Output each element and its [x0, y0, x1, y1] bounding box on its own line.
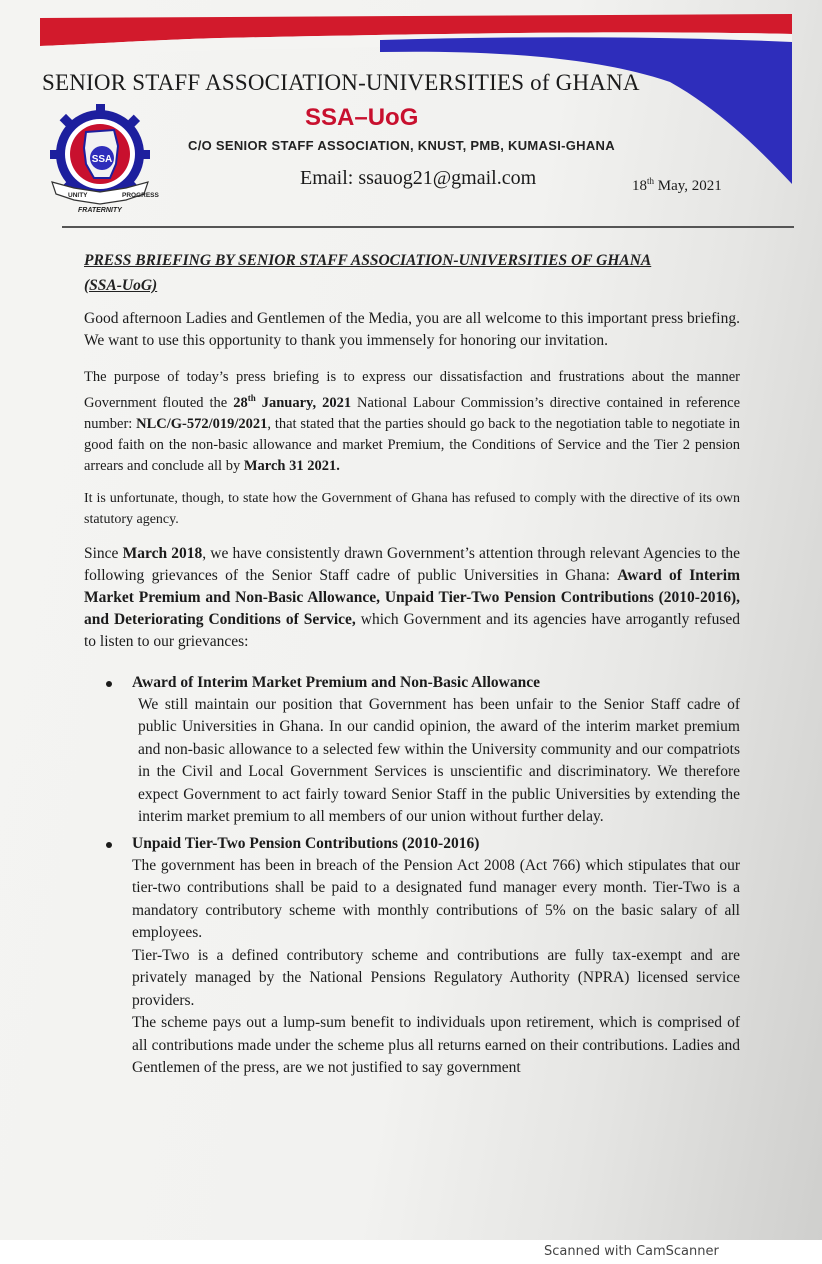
svg-text:UNITY: UNITY [68, 192, 88, 199]
paragraph-noncompliance: It is unfortunate, though, to state how the Government of Ghana has refused to comply with the directive of its own statutory agency. [84, 490, 740, 527]
grievance-text: The scheme pays out a lump-sum benefit to individuals upon retirement, which is comprised of all contributions made under the scheme plus all returns earned on their contributions. Ladies and Gentlemen of the press, are we not justified to say government [132, 1014, 740, 1077]
grievance-text: Tier-Two is a defined contributory scheme and contributions are fully tax-exempt and are privately managed by the National Pensions Regulatory Authority (NPRA) licensed service providers. [132, 946, 740, 1009]
list-item [84, 672, 740, 829]
heading-line-1: PRESS BRIEFING BY SENIOR STAFF ASSOCIATION-UNIVERSITIES OF GHANA [84, 252, 652, 269]
svg-text:PROGRESS: PROGRESS [122, 192, 159, 199]
organization-title: SENIOR STAFF ASSOCIATION-UNIVERSITIES of GHANA [42, 70, 640, 95]
letter-date: 18th May, 2021 [632, 176, 722, 194]
paragraph-grievances: Since March 2018, we have consistently drawn Government’s attention through relevant Agencies to the following grievances of the Senior Staff cadre of public Universities in Ghana: Award of Interim Market Premium and Non-Basic Allowance, Unpaid Tier-Two Pension Contributions (2010-2016), and Deteriorating Conditions of Service, which Government and its agencies have arrogantly refused to listen to our grievances: [84, 544, 741, 650]
header-divider [62, 226, 794, 228]
heading-line-2: (SSA-UoG) [84, 277, 158, 294]
list-item [84, 833, 740, 1080]
document-heading [84, 248, 724, 298]
paragraph-welcome: Good afternoon Ladies and Gentlemen of the Media, you are all welcome to this important press briefing. We want to use this opportunity to thank you immensely for honoring our invitation. [84, 310, 740, 349]
svg-text:SSA: SSA [91, 154, 113, 165]
organization-address: C/O SENIOR STAFF ASSOCIATION, KNUST, PMB, KUMASI-GHANA [188, 138, 615, 153]
grievance-text: We still maintain our position that Government has been unfair to the Senior Staff cadre of public Universities in Ghana. In our candid opinion, the award of the interim market premium and non-basic allowance to a selected few within the University community and our compatriots in the Civil and Local Government Services is unscientific and discriminatory. We therefore expect Government to act fairly toward Senior Staff in the public Universities by extending the interim market premium to all members of our union without further delay. [138, 695, 740, 826]
bullet-icon [106, 681, 112, 687]
association-logo [48, 102, 160, 214]
grievance-list [84, 672, 740, 1080]
bullet-icon [106, 842, 112, 848]
organization-email: Email: ssauog21@gmail.com [300, 167, 537, 189]
grievance-title: Unpaid Tier-Two Pension Contributions (2010-2016) [132, 834, 480, 852]
banner-blue-wedge [380, 37, 792, 184]
grievance-title: Award of Interim Market Premium and Non-Basic Allowance [132, 673, 540, 691]
organization-acronym: SSA–UoG [305, 104, 419, 131]
document-body [84, 308, 740, 1084]
paragraph-purpose: The purpose of today’s press briefing is to express our dissatisfaction and frustrations about the manner Government flouted the 28th January, 2021 National Labour Commission’s directive contained in reference number: NLC/G-572/019/2021, that stated that the parties should go back to the negotiation table to negotiate in good faith on the non-basic allowance and market Premium, the Conditions of Service and the Tier 2 pension arrears and conclude all by March 31 2021. [84, 369, 741, 474]
scanner-watermark: Scanned with CamScanner [544, 1244, 719, 1259]
svg-text:FRATERNITY: FRATERNITY [78, 207, 122, 214]
grievance-text: The government has been in breach of the Pension Act 2008 (Act 766) which stipulates that our tier-two contributions shall be paid to a designated fund manager every month. Tier-Two is a mandatory contributory scheme with monthly contributions of 5% on the basic salary of all employees. [132, 856, 740, 942]
